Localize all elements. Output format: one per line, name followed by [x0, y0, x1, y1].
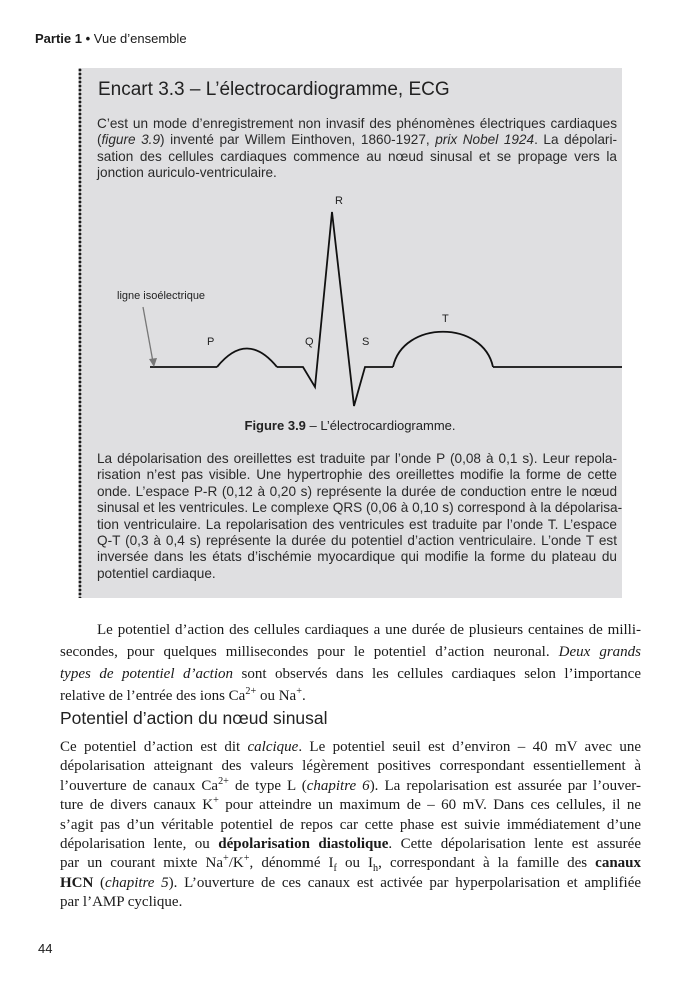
p-wave [217, 349, 277, 368]
label-p: P [207, 336, 215, 348]
text-run: risation n’est pas visible. Une hypertrophie des oreillettes modifie la forme de cette [97, 467, 617, 483]
figure-number: Figure 3.9 [244, 418, 306, 433]
text-run: secondes, pour quelques millisecondes pour le potentiel d’action neuronal. [60, 644, 559, 660]
text-run: canaux [595, 855, 641, 872]
label-r: R [335, 195, 343, 207]
text-run: jonction auriculo-ventriculaire. [97, 165, 277, 181]
text-run: inversée dans les états d’ischémie myocardique qui modifie la forme du plateau du [97, 549, 617, 565]
text-run: par un courant mixte Na [60, 855, 224, 872]
ecg-figure [78, 68, 622, 428]
part-label: Partie 1 [35, 31, 82, 46]
section-heading: Potentiel d’action du nœud sinusal [60, 708, 328, 728]
text-run: onde. L’espace P-R (0,12 à 0,20 s) représente la durée de conduction entre le nœud [97, 483, 617, 499]
text-run: . Cette dépolarisation lente est assurée [388, 836, 641, 853]
text-run: de type L ( [228, 777, 307, 794]
text-run: ture de divers canaux K [60, 797, 214, 814]
label-isoelectric: ligne isoélectrique [117, 290, 206, 302]
inset-title: Encart 3.3 – L’électrocardiogramme, ECG [98, 79, 450, 100]
text-run: HCN [60, 874, 94, 891]
text-run: sinusal et les ventricules. Le complexe QRS (0,06 à 0,10 s) correspond à la dépolarisa- [97, 500, 623, 516]
running-head [35, 31, 187, 46]
text-run: prix Nobel 1924 [435, 132, 535, 148]
text-run: chapitre 6 [306, 777, 370, 794]
text-run: . [301, 688, 306, 704]
body-paragraph-2 [60, 738, 641, 913]
text-line [60, 816, 641, 835]
text-run: l’ouverture de canaux Ca [60, 777, 219, 794]
text-run: 2+ [218, 775, 229, 787]
text-line [97, 484, 617, 500]
body-paragraph-1 [60, 619, 641, 707]
text-run: Le potentiel d’action des cellules cardiaques a une durée de plusieurs centaines de milli- [97, 622, 641, 638]
text-run: ). L’ouverture de ces canaux est activée par hyperpolarisation et amplifiée [168, 874, 642, 891]
text-run: + [243, 853, 250, 865]
text-run: f [333, 863, 337, 875]
label-s: S [362, 336, 370, 348]
text-line [60, 874, 641, 893]
text-run: La dépolarisation des oreillettes est traduite par l’onde P (0,08 à 0,1 s). Leur repola- [97, 451, 617, 466]
text-run: + [213, 795, 219, 807]
text-run: sont observés dans les cellules cardiaques selon l’importance [233, 666, 642, 682]
text-run: par l’AMP cyclique. [60, 894, 183, 911]
text-run: potentiel cardiaque. [97, 565, 216, 581]
text-run: ). La repolarisation est assurée par l’ouver- [369, 777, 641, 794]
text-run: dépolarisation lente, ou [60, 836, 219, 853]
text-run: 2+ [245, 686, 257, 697]
text-run: /K [228, 855, 244, 872]
text-run: . La dépolari- [534, 132, 617, 148]
text-run: . Le potentiel seuil est d’environ – 40 mV avec une [298, 739, 641, 755]
text-line [97, 467, 617, 483]
text-run: ) inventé par Willem Einthoven, 1860-1927, [160, 132, 436, 148]
text-line [60, 796, 641, 815]
text-run: C’est un mode d’enregistrement non invasif des phénomènes électriques cardiaques [97, 116, 617, 131]
text-line [60, 777, 641, 796]
isoelectric-arrow [143, 307, 153, 362]
figure-caption-text: – L’électrocardiogramme. [305, 418, 456, 433]
text-run: , dénommé I [249, 855, 334, 872]
qrs-complex [277, 212, 393, 406]
label-t: T [442, 313, 449, 325]
text-line [97, 566, 617, 582]
text-line [97, 500, 623, 516]
text-run: + [296, 686, 302, 697]
figure-caption [78, 418, 622, 433]
t-wave [393, 332, 493, 367]
text-line [60, 893, 641, 912]
text-run: s’agit pas d’un véritable potentiel de repos car cette phase est suivie immédiatement d’une [60, 816, 641, 833]
text-line [60, 738, 641, 757]
inset-paragraph-2 [97, 451, 623, 582]
text-line [60, 835, 641, 854]
text-line [60, 619, 641, 641]
text-run: chapitre 5 [105, 874, 169, 891]
text-run: relative de l’entrée des ions Ca [60, 688, 246, 704]
arrow-head-icon [149, 358, 157, 367]
text-run: ou I [336, 855, 374, 872]
text-run: sation des cellules cardiaques commence au nœud sinusal et se propage vers la [97, 148, 617, 164]
text-run: Deux grands [558, 644, 641, 660]
text-line [97, 451, 617, 467]
text-line [60, 663, 641, 685]
ecg-inset-box [78, 68, 622, 598]
text-line [60, 685, 641, 707]
label-q: Q [305, 336, 314, 348]
text-run: Q-T (0,3 à 0,4 s) représente la durée du potentiel d’action ventriculaire. L’onde T est [97, 533, 617, 549]
text-line [60, 641, 641, 663]
text-run: h [373, 863, 379, 875]
text-line [60, 757, 641, 776]
text-line [60, 854, 641, 873]
text-line [97, 517, 617, 533]
text-run: tion ventriculaire. La repolarisation des ventricules est traduite par l’onde T. L’espace [97, 516, 617, 532]
text-run: ou Na [256, 688, 297, 704]
bullet: • [85, 31, 91, 46]
text-run: figure 3.9 [101, 132, 161, 148]
text-line [97, 549, 617, 565]
page-number: 44 [38, 941, 53, 956]
section-label: Vue d’ensemble [93, 31, 187, 46]
text-run: types de potentiel d’action [60, 666, 233, 682]
text-run: Ce potentiel d’action est dit [60, 739, 248, 755]
text-run: dépolarisation atteignant des valeurs légèrement positives correspondant essentiellement à [60, 758, 641, 775]
text-run: dépolarisation diastolique [218, 836, 389, 853]
text-run: + [223, 853, 229, 865]
text-run: ( [93, 874, 106, 891]
text-run: calcique [247, 739, 299, 755]
text-run: ( [97, 132, 102, 148]
text-run: , correspondant à la famille des [378, 855, 596, 872]
text-line [97, 533, 617, 549]
text-run: pour atteindre un maximum de – 60 mV. Dans ces cellules, il ne [218, 797, 641, 814]
